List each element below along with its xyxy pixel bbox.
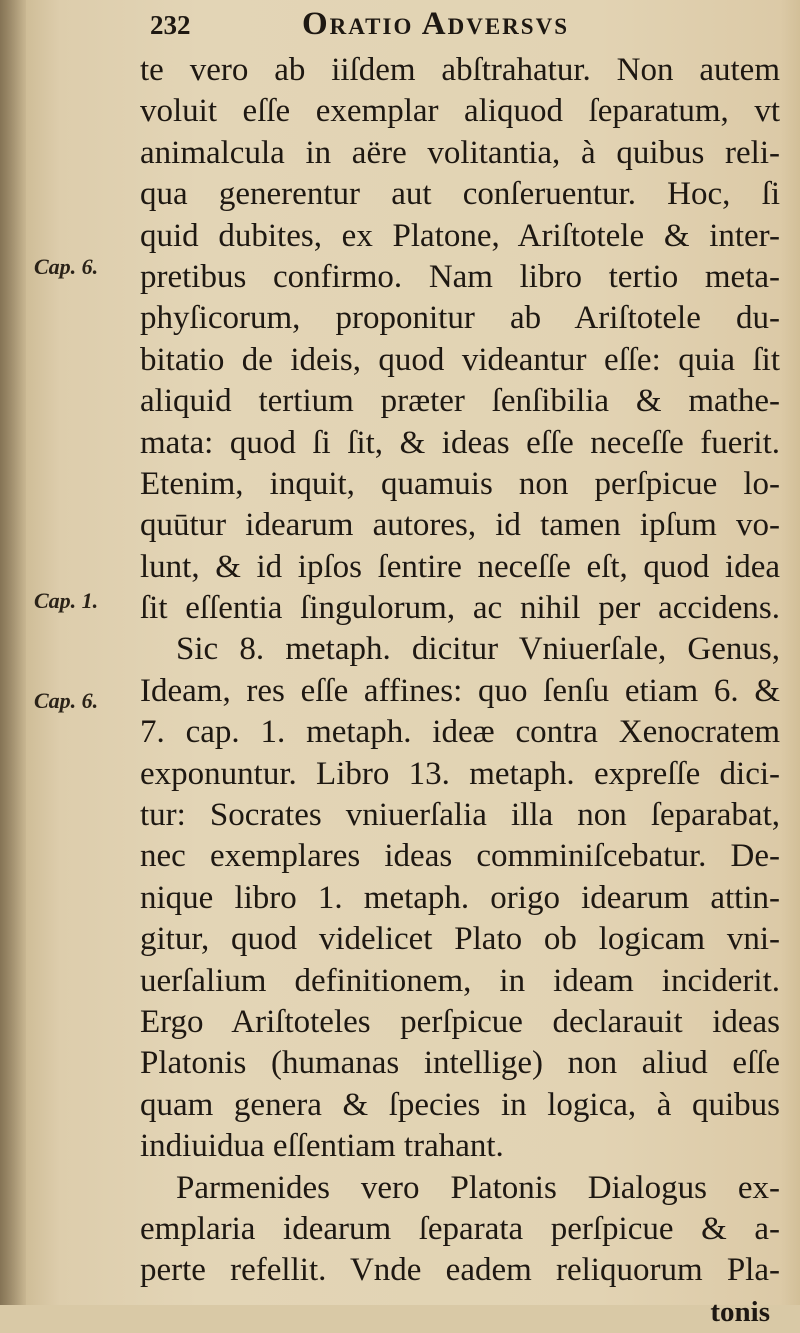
text-line: te vero ab iiſdem abſtrahatur. Non autem bbox=[140, 52, 780, 88]
text-line: uerſalium definitionem, in ideam inciderit. bbox=[140, 962, 780, 999]
text-line: lunt, & id ipſos ſentire neceſſe eſt, quod idea bbox=[140, 548, 780, 585]
text-line: gitur, quod videlicet Plato ob logicam vni- bbox=[140, 921, 780, 958]
text-line: 7. cap. 1. metaph. ideæ contra Xenocratem bbox=[140, 714, 780, 751]
text-line: tur: Socrates vniuerſalia illa non ſeparabat, bbox=[140, 797, 780, 834]
text-line: Platonis (humanas intellige) non aliud eſſe bbox=[140, 1045, 780, 1082]
text-line: phyſicorum, proponitur ab Ariſtotele du- bbox=[140, 300, 780, 337]
text-line: exponuntur. Libro 13. metaph. expreſſe dici- bbox=[140, 755, 780, 792]
margin-note: Cap. 6. bbox=[34, 254, 99, 279]
text-line: nique libro 1. metaph. origo idearum attin- bbox=[140, 879, 780, 916]
text-line: voluit eſſe exemplar aliquod ſeparatum, vt bbox=[140, 93, 780, 130]
text-line: Ideam, res eſſe affines: quo ſenſu etiam 6. & bbox=[140, 672, 780, 709]
text-line: quid dubites, ex Platone, Ariſtotele & inter- bbox=[140, 217, 780, 254]
running-head bbox=[150, 6, 670, 50]
text-line: Sic 8. metaph. dicitur Vniuerſale, Genus, bbox=[176, 631, 780, 668]
text-line: perte refellit. Vnde eadem reliquorum Pla- bbox=[140, 1252, 780, 1289]
text-line: Ergo Ariſtoteles perſpicue declarauit ideas bbox=[140, 1003, 780, 1040]
text-line: Etenim, inquit, quamuis non perſpicue lo- bbox=[140, 465, 780, 502]
margin-note: Cap. 1. bbox=[34, 588, 99, 613]
text-line: quam genera & ſpecies in logica, à quibus bbox=[140, 1086, 780, 1123]
text-line: emplaria idearum ſeparata perſpicue & a- bbox=[140, 1210, 780, 1247]
text-line: nec exemplares ideas comminiſcebatur. De- bbox=[140, 838, 780, 875]
running-title: Oratio Adversvs bbox=[302, 6, 569, 42]
page-number: 232 bbox=[150, 10, 191, 40]
text-line: mata: quod ſi ſit, & ideas eſſe neceſſe fuerit. bbox=[140, 424, 780, 461]
catchword: tonis bbox=[710, 1295, 770, 1328]
body-text bbox=[140, 50, 780, 1333]
text-line: ſit eſſentia ſingulorum, ac nihil per accidens. bbox=[140, 590, 780, 627]
text-line: quūtur idearum autores, id tamen ipſum vo- bbox=[140, 507, 780, 544]
text-line: bitatio de ideis, quod videantur eſſe: quia ſit bbox=[140, 341, 780, 378]
text-line: Parmenides vero Platonis Dialogus ex- bbox=[176, 1169, 780, 1206]
text-line: pretibus confirmo. Nam libro tertio meta- bbox=[140, 258, 780, 295]
text-line: indiuidua eſſentiam trahant. bbox=[140, 1128, 504, 1165]
margin-note: Cap. 6. bbox=[34, 688, 99, 713]
text-line: animalcula in aëre volitantia, à quibus reli- bbox=[140, 134, 780, 171]
text-line: aliquid tertium præter ſenſibilia & mathe- bbox=[140, 383, 780, 420]
binding-shadow bbox=[0, 0, 26, 1305]
text-line: qua generentur aut conſeruentur. Hoc, ſi bbox=[140, 176, 780, 213]
